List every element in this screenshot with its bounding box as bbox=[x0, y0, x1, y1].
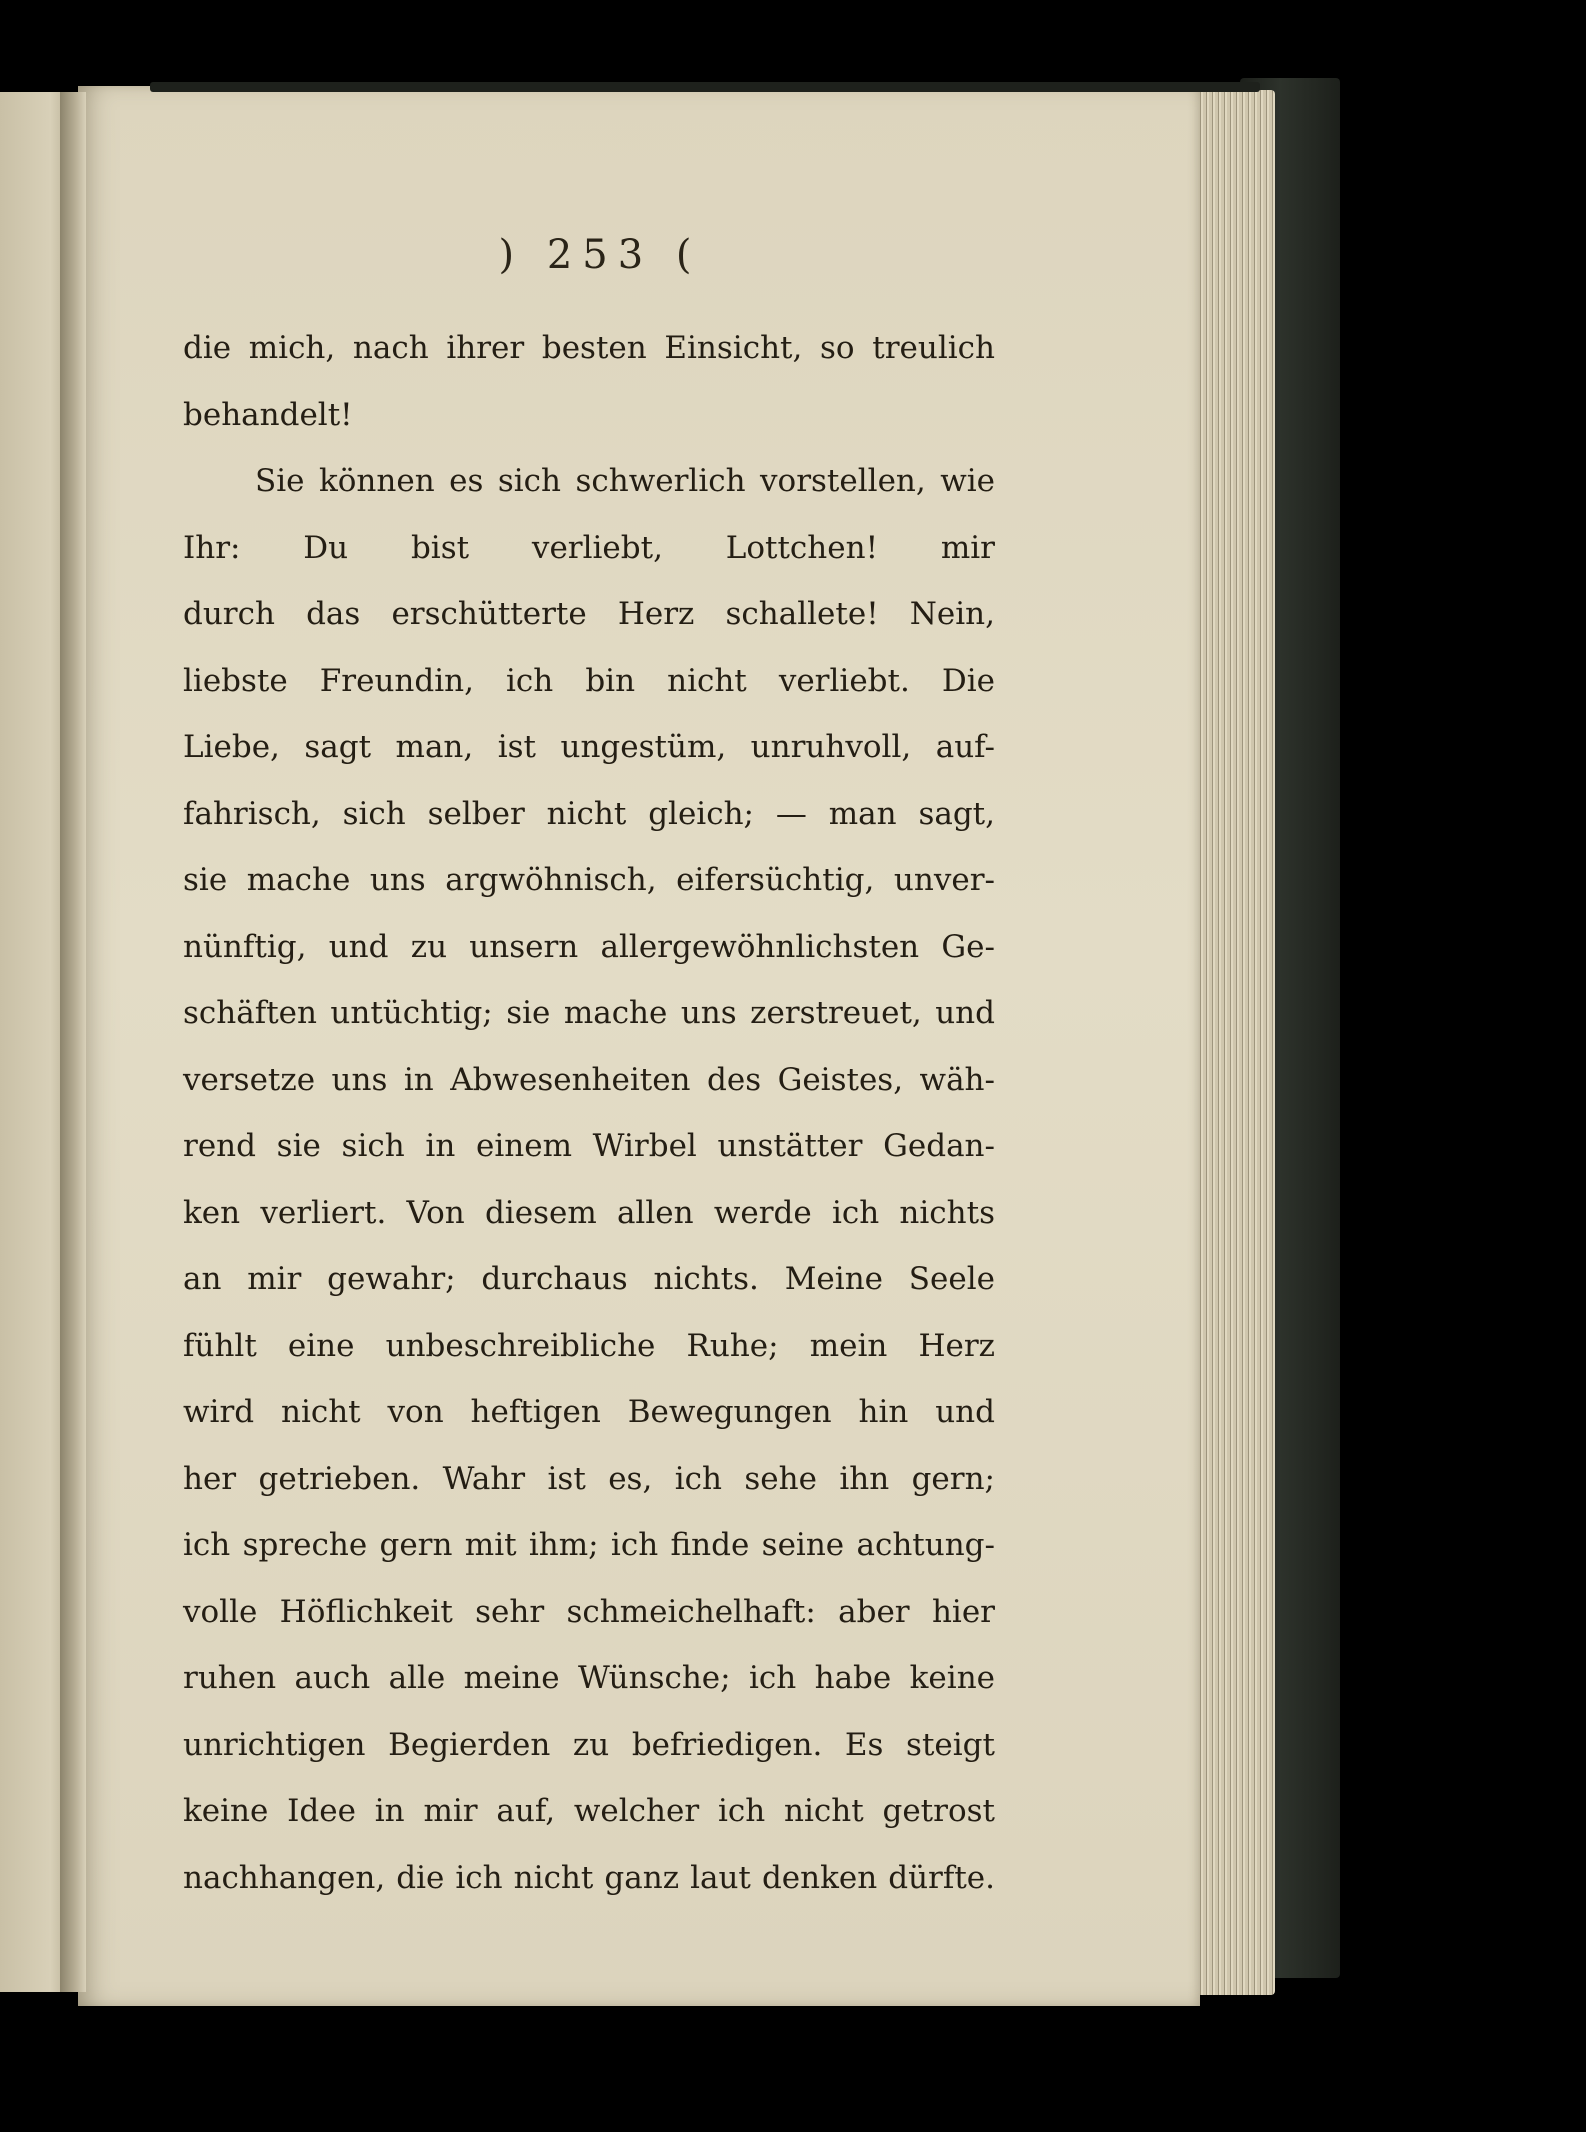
text-line: ken verliert. Von diesem allen werde ich nichts bbox=[183, 1194, 995, 1231]
text-line: durch das erschütterte Herz schallete! Nein, bbox=[183, 596, 995, 632]
page-text bbox=[183, 315, 995, 1911]
text-line: behandelt! bbox=[183, 396, 353, 433]
text-line: Liebe, sagt man, ist ungestüm, unruhvoll, auf- bbox=[183, 729, 995, 765]
text-line: wird nicht von heftigen Bewegungen hin und bbox=[183, 1394, 995, 1430]
page-number: ) 253 ( bbox=[498, 232, 702, 278]
text-line: an mir gewahr; durchaus nichts. Meine Seele bbox=[183, 1261, 995, 1297]
text-line: volle Höflichkeit sehr schmeichelhaft: aber hier bbox=[183, 1593, 995, 1630]
book-gutter bbox=[60, 92, 86, 1992]
text-line: nachhangen, die ich nicht ganz laut denken dürfte. bbox=[183, 1859, 995, 1896]
text-line: rend sie sich in einem Wirbel unstätter Gedan- bbox=[183, 1128, 995, 1164]
text-line: die mich, nach ihrer besten Einsicht, so treulich bbox=[183, 330, 995, 366]
text-line: sie mache uns argwöhnisch, eifersüchtig, unver- bbox=[183, 862, 995, 898]
text-line: schäften untüchtig; sie mache uns zerstreuet, und bbox=[183, 995, 995, 1031]
text-line: her getrieben. Wahr ist es, ich sehe ihn gern; bbox=[183, 1460, 995, 1497]
text-line: versetze uns in Abwesenheiten des Geistes, wäh- bbox=[183, 1061, 995, 1098]
top-cover-edge bbox=[150, 82, 1260, 92]
text-line: liebste Freundin, ich bin nicht verliebt. Die bbox=[183, 662, 995, 699]
text-line: fahrisch, sich selber nicht gleich; — man sagt, bbox=[183, 795, 995, 832]
text-line: Sie können es sich schwerlich vorstellen, wie bbox=[255, 463, 995, 499]
text-line: ich spreche gern mit ihm; ich finde seine achtung- bbox=[183, 1527, 995, 1563]
text-line: ruhen auch alle meine Wünsche; ich habe keine bbox=[183, 1660, 995, 1696]
text-line: nünftig, und zu unsern allergewöhnlichsten Ge- bbox=[183, 928, 995, 965]
text-line: unrichtigen Begierden zu befriedigen. Es steigt bbox=[183, 1726, 995, 1763]
text-line: keine Idee in mir auf, welcher ich nicht getrost bbox=[183, 1793, 995, 1829]
text-line: fühlt eine unbeschreibliche Ruhe; mein Herz bbox=[183, 1327, 995, 1364]
text-line: Ihr: Du bist verliebt, Lottchen! mir bbox=[183, 529, 995, 566]
